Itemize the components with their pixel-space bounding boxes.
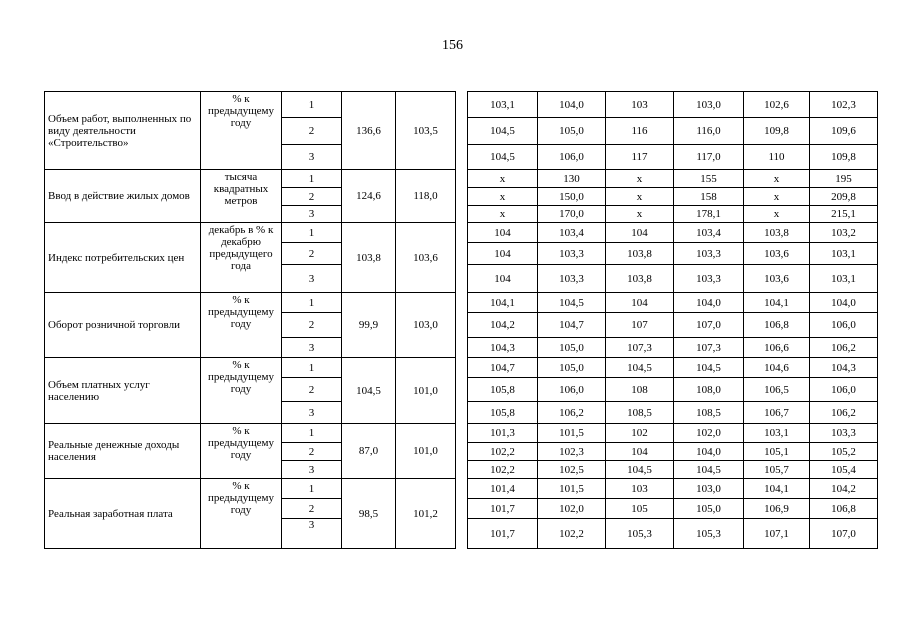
- base-value-1: 104,5: [342, 358, 396, 424]
- forecast-value: 103,1: [810, 265, 878, 293]
- variant-number: 2: [282, 378, 342, 402]
- blank-separator: [456, 170, 468, 223]
- unit-cell: % к предыдущему году: [201, 424, 282, 479]
- variant-number: 1: [282, 479, 342, 499]
- unit-cell: % к предыдущему году: [201, 92, 282, 170]
- variant-number: 1: [282, 358, 342, 378]
- variant-number: 3: [282, 145, 342, 170]
- forecast-value: 116,0: [674, 118, 744, 145]
- forecast-value: 102,0: [538, 499, 606, 519]
- forecast-value: 104,5: [674, 358, 744, 378]
- forecast-value: 109,8: [744, 118, 810, 145]
- base-value-2: 101,0: [396, 358, 456, 424]
- base-value-1: 87,0: [342, 424, 396, 479]
- forecast-value: 103,2: [810, 223, 878, 243]
- forecast-value: 104: [468, 265, 538, 293]
- forecast-value: 104,5: [468, 118, 538, 145]
- variant-number: 3: [282, 265, 342, 293]
- forecast-value: 104,0: [810, 293, 878, 313]
- forecast-value: 104: [468, 243, 538, 265]
- variant-number: 3: [282, 206, 342, 223]
- table-row: [45, 358, 878, 378]
- table-row: [45, 424, 878, 443]
- forecast-value: 104,3: [810, 358, 878, 378]
- forecast-value: 195: [810, 170, 878, 188]
- variant-number: 3: [282, 338, 342, 358]
- forecast-value: 105,0: [674, 499, 744, 519]
- forecast-value: 103: [606, 92, 674, 118]
- unit-cell: % к предыдущему году: [201, 358, 282, 424]
- forecast-value: 103,3: [538, 265, 606, 293]
- table-row: [45, 170, 878, 188]
- forecast-value: 104,5: [606, 358, 674, 378]
- forecast-value: 103,4: [538, 223, 606, 243]
- table-row: [45, 92, 878, 118]
- forecast-value: 104,0: [538, 92, 606, 118]
- base-value-2: 103,0: [396, 293, 456, 358]
- forecast-value: 130: [538, 170, 606, 188]
- table-body: [45, 92, 878, 549]
- base-value-2: 103,6: [396, 223, 456, 293]
- forecast-value: 101,7: [468, 499, 538, 519]
- forecast-value: 103,6: [744, 265, 810, 293]
- forecast-value: 104,2: [810, 479, 878, 499]
- forecast-value: 105,8: [468, 378, 538, 402]
- forecast-value: 104,1: [744, 293, 810, 313]
- forecast-value: 117: [606, 145, 674, 170]
- page-number: 156: [442, 38, 463, 53]
- forecast-value: 102,2: [468, 443, 538, 461]
- forecast-value: 104,6: [744, 358, 810, 378]
- forecast-value: 106,5: [744, 378, 810, 402]
- forecast-value: 103,0: [674, 92, 744, 118]
- base-value-2: 101,0: [396, 424, 456, 479]
- forecast-value: 106,0: [810, 313, 878, 338]
- forecast-value: 102,2: [538, 519, 606, 549]
- forecast-value: х: [744, 170, 810, 188]
- indicator-cell: Объем работ, выполненных по виду деятельности «Строительство»: [45, 92, 201, 170]
- indicator-cell: Оборот розничной торговли: [45, 293, 201, 358]
- forecast-value: 102,3: [810, 92, 878, 118]
- forecast-value: 103,4: [674, 223, 744, 243]
- forecast-value: 102: [606, 424, 674, 443]
- indicator-cell: Реальные денежные доходы населения: [45, 424, 201, 479]
- forecast-value: 105,3: [674, 519, 744, 549]
- forecast-value: 104,0: [674, 443, 744, 461]
- forecast-value: х: [468, 188, 538, 206]
- base-value-2: 101,2: [396, 479, 456, 549]
- forecast-value: 101,7: [468, 519, 538, 549]
- forecast-value: 104,7: [538, 313, 606, 338]
- forecast-value: 106,2: [810, 338, 878, 358]
- forecast-value: 150,0: [538, 188, 606, 206]
- forecast-value: 209,8: [810, 188, 878, 206]
- forecast-value: 109,6: [810, 118, 878, 145]
- forecast-value: 103,1: [810, 243, 878, 265]
- forecast-value: 104,5: [468, 145, 538, 170]
- variant-number: 2: [282, 188, 342, 206]
- forecast-value: 102,5: [538, 461, 606, 479]
- forecast-value: 104,5: [674, 461, 744, 479]
- blank-separator: [456, 479, 468, 549]
- forecast-value: 110: [744, 145, 810, 170]
- unit-cell: декабрь в % к декабрю предыдущего года: [201, 223, 282, 293]
- forecast-value: 104,5: [606, 461, 674, 479]
- forecast-value: 104,2: [468, 313, 538, 338]
- forecast-value: 104: [606, 223, 674, 243]
- forecast-value: 104,1: [468, 293, 538, 313]
- forecast-value: 104: [606, 443, 674, 461]
- variant-number: 3: [282, 402, 342, 424]
- variant-number: 1: [282, 92, 342, 118]
- forecast-value: 106,0: [538, 378, 606, 402]
- forecast-value: х: [744, 188, 810, 206]
- forecast-value: 101,5: [538, 479, 606, 499]
- blank-separator: [456, 358, 468, 424]
- forecast-value: 104,0: [674, 293, 744, 313]
- forecast-value: 101,4: [468, 479, 538, 499]
- forecast-value: 104: [468, 223, 538, 243]
- forecast-value: 107: [606, 313, 674, 338]
- forecast-value: 215,1: [810, 206, 878, 223]
- forecast-value: 106,0: [810, 378, 878, 402]
- base-value-1: 98,5: [342, 479, 396, 549]
- forecast-value: 103: [606, 479, 674, 499]
- forecast-value: 107,0: [810, 519, 878, 549]
- variant-number: 2: [282, 118, 342, 145]
- base-value-1: 124,6: [342, 170, 396, 223]
- forecast-value: 102,3: [538, 443, 606, 461]
- variant-number: 2: [282, 243, 342, 265]
- forecast-value: х: [606, 206, 674, 223]
- forecast-value: 158: [674, 188, 744, 206]
- forecast-value: х: [606, 188, 674, 206]
- forecast-value: 104,7: [468, 358, 538, 378]
- forecast-value: 117,0: [674, 145, 744, 170]
- forecast-value: 101,5: [538, 424, 606, 443]
- forecast-value: 107,1: [744, 519, 810, 549]
- forecast-value: 103,8: [606, 265, 674, 293]
- forecast-value: 104: [606, 293, 674, 313]
- forecast-value: 107,3: [674, 338, 744, 358]
- forecast-value: 105,2: [810, 443, 878, 461]
- forecast-value: 106,8: [810, 499, 878, 519]
- blank-separator: [456, 223, 468, 293]
- forecast-value: х: [468, 206, 538, 223]
- forecast-value: х: [606, 170, 674, 188]
- forecast-value: 105,8: [468, 402, 538, 424]
- unit-cell: % к предыдущему году: [201, 479, 282, 549]
- forecast-value: 170,0: [538, 206, 606, 223]
- forecast-value: 107,0: [674, 313, 744, 338]
- forecast-value: 105,4: [810, 461, 878, 479]
- table-row: [45, 293, 878, 313]
- forecast-value: 105: [606, 499, 674, 519]
- variant-number: 1: [282, 424, 342, 443]
- forecast-value: 107,3: [606, 338, 674, 358]
- forecast-value: 101,3: [468, 424, 538, 443]
- table-row: [45, 479, 878, 499]
- forecast-value: 103,3: [674, 243, 744, 265]
- forecast-table: [44, 91, 878, 549]
- forecast-value: 103,3: [810, 424, 878, 443]
- variant-number: 2: [282, 313, 342, 338]
- variant-number: 3: [282, 461, 342, 479]
- indicator-cell: Индекс потребительских цен: [45, 223, 201, 293]
- forecast-value: х: [744, 206, 810, 223]
- forecast-value: 103,0: [674, 479, 744, 499]
- variant-number: 1: [282, 223, 342, 243]
- forecast-value: 155: [674, 170, 744, 188]
- forecast-value: 106,2: [810, 402, 878, 424]
- forecast-value: 102,2: [468, 461, 538, 479]
- forecast-value: 106,9: [744, 499, 810, 519]
- base-value-1: 136,6: [342, 92, 396, 170]
- forecast-value: 103,1: [744, 424, 810, 443]
- forecast-value: 105,0: [538, 118, 606, 145]
- base-value-2: 103,5: [396, 92, 456, 170]
- table-row: [45, 223, 878, 243]
- forecast-value: 106,6: [744, 338, 810, 358]
- forecast-value: 105,1: [744, 443, 810, 461]
- forecast-value: х: [468, 170, 538, 188]
- forecast-value: 102,6: [744, 92, 810, 118]
- forecast-value: 105,0: [538, 338, 606, 358]
- indicator-cell: Ввод в действие жилых домов: [45, 170, 201, 223]
- forecast-value: 103,6: [744, 243, 810, 265]
- forecast-value: 109,8: [810, 145, 878, 170]
- forecast-value: 106,2: [538, 402, 606, 424]
- base-value-2: 118,0: [396, 170, 456, 223]
- indicator-cell: Реальная заработная плата: [45, 479, 201, 549]
- forecast-value: 108,5: [606, 402, 674, 424]
- indicator-cell: Объем платных услуг населению: [45, 358, 201, 424]
- variant-number: 1: [282, 293, 342, 313]
- forecast-value: 103,3: [538, 243, 606, 265]
- variant-number: 2: [282, 443, 342, 461]
- forecast-value: 104,5: [538, 293, 606, 313]
- base-value-1: 99,9: [342, 293, 396, 358]
- forecast-value: 106,8: [744, 313, 810, 338]
- forecast-value: 105,0: [538, 358, 606, 378]
- forecast-value: 103,3: [674, 265, 744, 293]
- forecast-value: 116: [606, 118, 674, 145]
- unit-cell: % к предыдущему году: [201, 293, 282, 358]
- forecast-value: 103,8: [744, 223, 810, 243]
- forecast-value: 105,3: [606, 519, 674, 549]
- base-value-1: 103,8: [342, 223, 396, 293]
- forecast-value: 104,1: [744, 479, 810, 499]
- forecast-value: 106,0: [538, 145, 606, 170]
- forecast-value: 108: [606, 378, 674, 402]
- forecast-value: 108,5: [674, 402, 744, 424]
- forecast-value: 104,3: [468, 338, 538, 358]
- forecast-value: 108,0: [674, 378, 744, 402]
- variant-number: 1: [282, 170, 342, 188]
- forecast-value: 103,8: [606, 243, 674, 265]
- forecast-value: 106,7: [744, 402, 810, 424]
- unit-cell: тысяча квадратных метров: [201, 170, 282, 223]
- forecast-value: 178,1: [674, 206, 744, 223]
- blank-separator: [456, 293, 468, 358]
- variant-number: 3: [282, 519, 342, 549]
- forecast-value: 103,1: [468, 92, 538, 118]
- blank-separator: [456, 424, 468, 479]
- variant-number: 2: [282, 499, 342, 519]
- blank-separator: [456, 92, 468, 170]
- forecast-value: 102,0: [674, 424, 744, 443]
- forecast-value: 105,7: [744, 461, 810, 479]
